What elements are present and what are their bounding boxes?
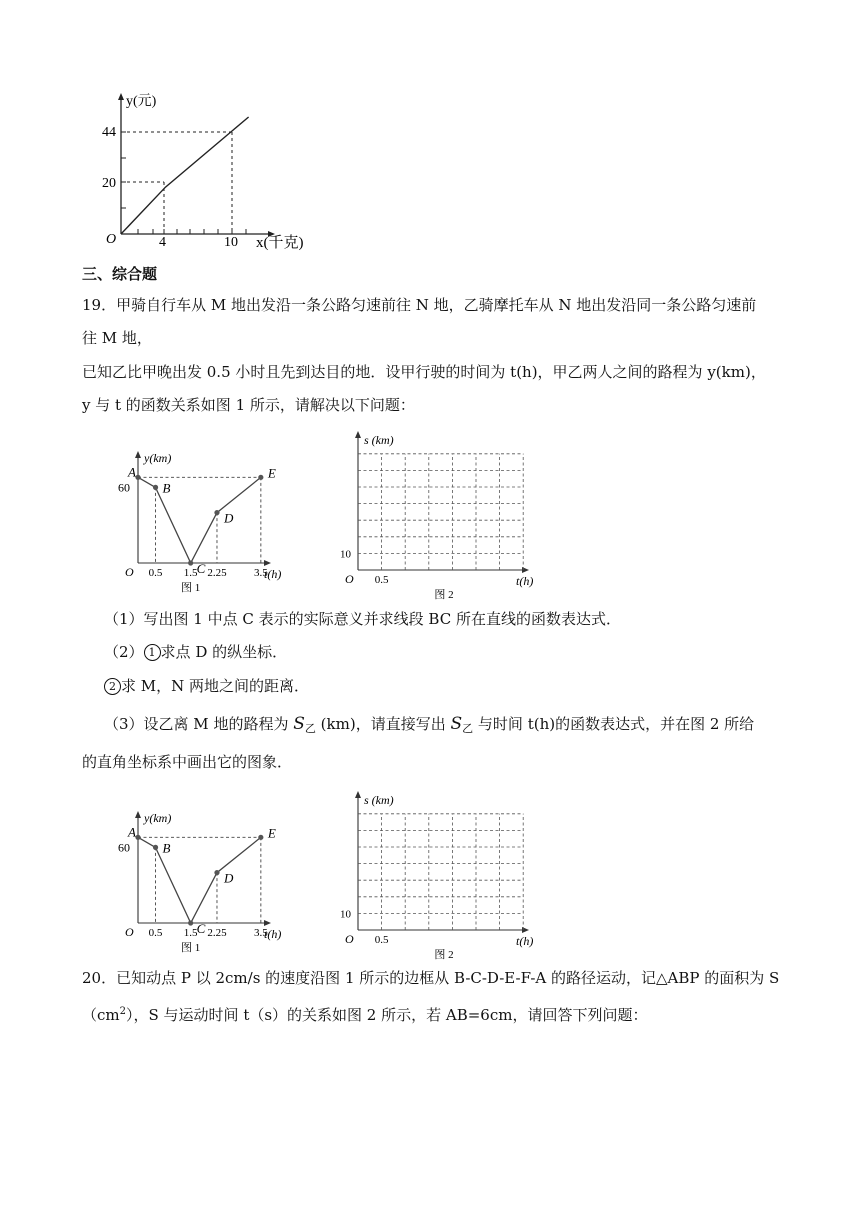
y-tick-label: 10 — [340, 908, 351, 921]
sub2-a-text: 求点 D 的纵坐标． — [160, 643, 288, 661]
data-point — [258, 835, 263, 840]
data-point — [135, 475, 140, 480]
y-tick-label: 60 — [118, 840, 130, 855]
sub-prefix: （2） — [104, 643, 144, 661]
x-tick-label: 0.5 — [148, 927, 163, 939]
y-tick-label: 60 — [118, 480, 130, 495]
data-point — [214, 870, 219, 875]
x-tick-label: 10 — [224, 235, 238, 250]
q19-line2: 往 M 地， — [82, 329, 152, 347]
price-weight-chart — [100, 88, 330, 258]
q19-sub3-line2: 的直角坐标系中画出它的图象． — [82, 753, 293, 771]
data-point — [188, 560, 193, 565]
data-point — [153, 485, 158, 490]
x-tick-label: 3.5 — [253, 927, 268, 939]
data-point — [214, 510, 219, 515]
origin-label: O — [125, 565, 134, 579]
y-arrow-icon — [355, 791, 361, 798]
y-axis-label: y(km) — [144, 811, 172, 825]
s-symbol: S — [293, 714, 305, 734]
x-minor-ticks — [138, 229, 246, 234]
point-label: B — [162, 840, 171, 856]
q19-line3: 已知乙比甲晚出发 0.5 小时且先到达目的地．设甲行驶的时间为 t(h)，甲乙两人之间的路程为 y(km)， — [82, 363, 766, 381]
data-point — [258, 475, 263, 480]
series-line — [138, 477, 261, 563]
q20-line1: 20．已知动点 P 以 2cm/s 的速度沿图 1 所示的边框从 B-C-D-E-F-A 的路径运动，记△ABP 的面积为 S — [82, 969, 780, 987]
x-tick-label: 1.5 — [183, 567, 198, 579]
figure-1-chart — [116, 808, 291, 958]
figure-2-grid — [336, 428, 541, 600]
sub3-text-b: (km)，请直接写出 — [320, 715, 446, 733]
circled-number: 1 — [144, 644, 161, 661]
q20-line2 — [82, 1002, 647, 1025]
section-title: 三、综合题 — [82, 265, 158, 283]
q20-unit-open: （cm — [82, 1006, 120, 1024]
point-label: A — [128, 464, 136, 480]
figure-1-chart — [116, 448, 291, 598]
guide-lines — [121, 132, 232, 234]
figure-caption: 图 2 — [434, 589, 454, 600]
x-tick-label: 4 — [159, 235, 166, 250]
y-arrow-icon — [118, 93, 124, 100]
origin-label: O — [345, 932, 354, 946]
x-arrow-icon — [264, 560, 271, 566]
q19-line1: 19．甲骑自行车从 M 地出发沿一条公路匀速前往 N 地，乙骑摩托车从 N 地出发沿同一条公路匀速前 — [82, 296, 757, 314]
y-arrow-icon — [135, 811, 141, 818]
x-axis-label: t(h) — [264, 567, 282, 581]
figure-caption: 图 1 — [181, 942, 201, 954]
data-point — [188, 920, 193, 925]
y-tick-label: 44 — [102, 125, 116, 140]
x-tick-label: 2.25 — [207, 927, 227, 939]
y-arrow-icon — [135, 451, 141, 458]
origin-label: O — [125, 925, 134, 939]
point-label: B — [162, 480, 171, 496]
q20-line2-text: ），S 与运动时间 t（s）的关系如图 2 所示，若 AB=6cm，请回答下列问题： — [126, 1006, 648, 1024]
point-label: E — [267, 825, 276, 841]
x-tick-label: 0.5 — [148, 567, 163, 579]
y-axis-label: y(元) — [126, 94, 157, 109]
origin-label: O — [345, 572, 354, 586]
y-axis-label: s (km) — [364, 793, 394, 807]
point-label: A — [128, 824, 136, 840]
sub3-text-a: （3）设乙离 M 地的路程为 — [104, 715, 289, 733]
s-subscript: 乙 — [462, 722, 474, 735]
x-tick-label: 1.5 — [183, 927, 198, 939]
figure-caption: 图 1 — [181, 582, 201, 594]
q19-sub1: （1）写出图 1 中点 C 表示的实际意义并求线段 BC 所在直线的函数表达式． — [104, 610, 621, 628]
q19-sub2-a — [104, 642, 287, 662]
point-label: C — [196, 921, 206, 936]
point-label: C — [196, 561, 206, 576]
y-axis-label: s (km) — [364, 433, 394, 447]
series-line — [121, 117, 249, 234]
s-symbol: S — [450, 714, 463, 734]
circled-number: 2 — [104, 678, 121, 695]
y-tick-label: 10 — [340, 548, 351, 561]
y-axis-label: y(km) — [144, 451, 172, 465]
sub3-text-c: 与时间 t(h)的函数表达式，并在图 2 所给 — [477, 715, 755, 733]
origin-label: O — [106, 232, 117, 247]
q19-line4: y 与 t 的函数关系如图 1 所示，请解决以下问题： — [82, 396, 415, 414]
x-axis-label: x(千克) — [256, 235, 304, 251]
q19-sub3-line1 — [104, 714, 754, 739]
x-tick-label: 3.5 — [253, 567, 268, 579]
figure-2-grid — [336, 788, 541, 960]
series-line — [138, 837, 261, 923]
x-axis-label: t(h) — [516, 934, 534, 948]
point-label: E — [267, 465, 276, 481]
q20-unit-sup: 2 — [119, 1006, 126, 1017]
x-tick-label: 2.25 — [207, 567, 227, 579]
s-subscript: 乙 — [304, 722, 316, 735]
x-arrow-icon — [264, 920, 271, 926]
data-point — [153, 845, 158, 850]
figure-caption: 图 2 — [434, 949, 454, 960]
data-point — [135, 835, 140, 840]
y-tick-label: 20 — [102, 176, 116, 191]
x-axis-label: t(h) — [264, 927, 282, 941]
y-minor-ticks — [121, 132, 126, 208]
q19-sub2-b — [104, 676, 309, 696]
x-tick-label: 0.5 — [374, 934, 389, 946]
x-axis-label: t(h) — [516, 574, 534, 588]
y-arrow-icon — [355, 431, 361, 438]
point-label: D — [223, 870, 234, 886]
sub2-b-text: 求 M，N 两地之间的距离． — [121, 677, 310, 695]
point-label: D — [223, 510, 234, 526]
x-tick-label: 0.5 — [374, 574, 389, 586]
